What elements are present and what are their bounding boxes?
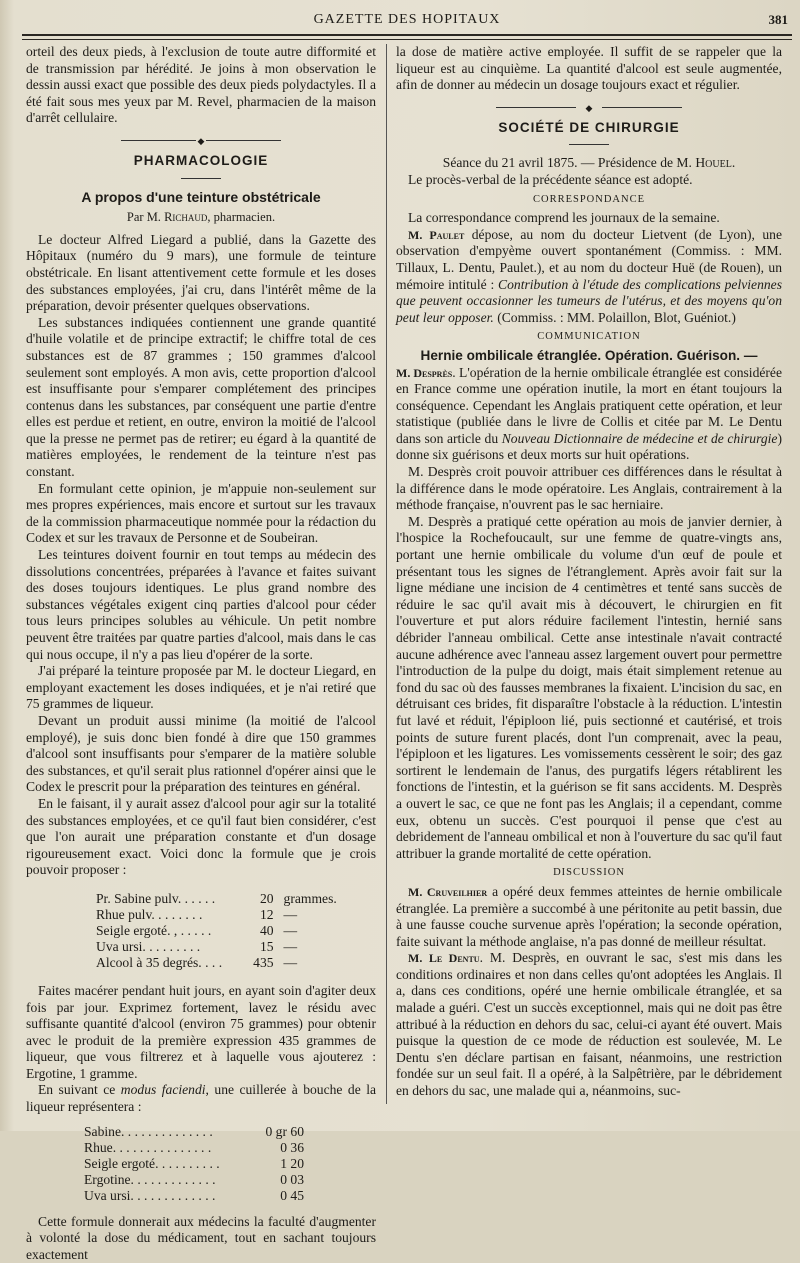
subhead-correspondance: CORRESPONDANCE (532, 193, 646, 205)
seance-line: Séance du 21 avril 1875. — Présidence de M. Houel. (442, 155, 736, 171)
dose-row: Seigle ergoté. . . . . . . . . . 1 20 (84, 1155, 304, 1171)
paragraph: Devant un produit aussi minime (la moitié de l'alcool employé), je suis donc bien fondé à dire que 150 grammes d'alcool sont insuffisants pour s'emparer de la matière soluble des substances, et qu'il serait plus rationnel d'opérer ainsi que le Codex le prescrit pour la préparation des teintures en général. (26, 712, 376, 795)
paragraph: En le faisant, il y aurait assez d'alcool pour agir sur la totalité des substances employées, et ce qu'il faut bien considérer, c'est que l'on aurait une préparation constante et d'un dosage rigoureusement exact. Voici donc la formule que je crois pouvoir proposer : (26, 795, 376, 878)
paragraph: M. Desprès croit pouvoir attribuer ces différences dans le résultat à la différence dans le mode opératoire. Les Anglais, contrairement à la méthode française, n'ouvrent pas le sac herniaire. (396, 464, 782, 513)
subhead-discussion: DISCUSSION (553, 867, 625, 879)
subhead-communication: COMMUNICATION (537, 331, 641, 343)
column-separator (386, 44, 387, 1104)
short-rule (569, 144, 609, 145)
paragraph: M. Desprès. L'opération de la hernie ombilicale étranglée est considérée en France comme une opération inutile, la mort en étant toujours la conséquence. Cependant les Anglais pratiquent cette opération, et leur statistique (publiée dans le livre de Collis et citée par M. Le Dentu dans son article du Nouveau Dictionnaire de médecine et de chirurgie) donne six guérisons et deux morts sur huit opérations. (396, 364, 783, 463)
header-rule (22, 34, 792, 36)
dose-row: Rhue. . . . . . . . . . . . . . . 0 36 (84, 1139, 304, 1155)
ornament-divider: ◆ (26, 133, 376, 147)
communication-title: Hernie ombilicale étranglée. Opération. Guérison. — (420, 347, 758, 363)
paragraph: la dose de matière active employée. Il suffit de se rappeler que la liqueur est au cinquième. La quantité d'alcool est seule augmentée, afin de donner au médecin un dosage toujours exact et régulier. (396, 44, 782, 93)
page-header (22, 8, 792, 34)
intro-paragraph: orteil des deux pieds, à l'exclusion de toute autre difformité et de transmission par hérédité. Je joins à mon observation le dessin aussi exact que possible des deux pieds polydactyles. Il a été fait sous mes yeux par M. Revel, pharmacien de la maison d'arrêt cellulaire. (26, 44, 376, 126)
left-column (26, 44, 376, 1263)
section-title-pharmacologie: PHARMACOLOGIE (133, 152, 269, 168)
ornament-divider: ◆ (396, 100, 782, 114)
paragraph: Faites macérer pendant huit jours, en ayant soin d'agiter deux fois par jour. Exprimez fortement, lavez le résidu avec suffisante quantité d'alcool (environ 75 grammes) pour obtenir avec le produit de la première expression 435 grammes de liqueur, que vous filtrerez et à laquelle vous ajouterez : Ergotine, 1 gramme. (26, 982, 376, 1081)
formula-row: Rhue pulv. . . . . . . . 12 — (96, 906, 298, 922)
paragraph: Les teintures doivent fournir en tout temps au médecin des dissolutions concentrées, préparées à l'avance et faites suivant des doses toujours identiques. Le plus grand nombre des substances végétales exigent cinq parties d'alcool pour céder tous leurs principes solubles au véhicule. Un petit nombre peuvent être traitées par quatre parties d'alcool, mais dans le cas qui nous occupe, il n'y a pas lieu d'opérer de la sorte. (26, 547, 376, 662)
paragraph: Cette formule donnerait aux médecins la faculté d'augmenter à volonté la dose du médicament, tout en sachant toujours exactement (26, 1213, 376, 1262)
paragraph: J'ai préparé la teinture proposée par M. le docteur Liegard, en employant exactement les doses indiquées, et je n'ai retiré que 75 grammes de liqueur. (26, 663, 376, 712)
formula-row: Alcool à 35 degrés. . . . 435 — (96, 954, 298, 970)
journal-title: GAZETTE DES HOPITAUX (313, 12, 501, 27)
paragraph: Le procès-verbal de la précédente séance est adopté. (408, 171, 693, 187)
formula-row: Pr. Sabine pulv. . . . . . 20 grammes. (96, 890, 337, 906)
paragraph: M. Cruveilhier a opéré deux femmes atteintes de hernie ombilicale étranglée. La première a succombé à une péritonite au petit bassin, due à une fausse couche survenue après l'opération; la seconde opération, faite suivant la méthode anglaise, n'a pas donné de meilleur résultat. (396, 883, 782, 949)
paragraph: Le docteur Alfred Liegard a publié, dans la Gazette des Hôpitaux (numéro du 9 mars), une formule de teinture obstétricale. En lisant attentivement cette formule et les doses des substances employées, j'ai cru, dans l'intérêt même de la préparation, devoir présenter quelques observations. (26, 231, 376, 314)
section-title-societe: SOCIÉTÉ DE CHIRURGIE (498, 119, 680, 135)
paragraph: M. Le Dentu. M. Desprès, en ouvrant le sac, s'est mis dans les conditions ordinaires et non dans celles qu'ont adoptées les Anglais. Il a, dans ces conditions, opéré une hernie ombilicale étranglée, et sa malade a guéri. C'est un succès exceptionnel, mais qui ne doit pas être attribué à la réduction en dehors du sac, celui-ci ayant été ouvert. Mais puisque la question de ce mode de réduction est soulevée, M. Le Dentu s'en déclare partisan en faisant, néanmoins, une restriction fondée sur un seul fait. Il a opéré, à la Salpêtrière, par le débridement en dehors du sac, une malade qui a, néanmoins, suc- (396, 950, 782, 1099)
paragraph: Les substances indiquées contiennent une grande quantité d'huile volatile et de principe extractif; le chiffre total de ces substances est de 87 grammes ; 150 grammes d'alcool seulement sont employés. A mon avis, cette proportion d'alcool est insuffisante pour s'emparer complétement des principes contenus dans les substances, par conséquent une partie d'entre elles est perdue et retient, en outre, environ la moitié de l'alcool que la presse ne permet pas de retirer; eu égard à la quantité de matières employées, le rendement de la teinture n'est pas constant. (26, 314, 376, 480)
formula-row: Uva ursi. . . . . . . . . 15 — (96, 938, 298, 954)
dose-row: Uva ursi. . . . . . . . . . . . . 0 45 (84, 1187, 304, 1203)
article-byline: Par M. Richaud, pharmacien. (126, 210, 276, 225)
short-rule (181, 178, 221, 179)
dose-row: Sabine. . . . . . . . . . . . . . 0 gr 60 (84, 1123, 304, 1139)
article-title: A propos d'une teinture obstétricale (81, 188, 321, 205)
paragraph: En formulant cette opinion, je m'appuie non-seulement sur mes propres expériences, mais encore et surtout sur les travaux de la commission pharmaceutique nommée pour la rédaction du Codex et sur les travaux de Personne et de Soubeiran. (26, 480, 376, 546)
paragraph: La correspondance comprend les journaux de la semaine. (408, 210, 720, 226)
paragraph: En suivant ce modus faciendi, une cuillerée à bouche de la liqueur représentera : (26, 1082, 376, 1115)
header-rule-thin (22, 39, 792, 40)
formula-row: Seigle ergoté. , . . . . . 40 — (96, 922, 298, 938)
dose-row: Ergotine. . . . . . . . . . . . . 0 03 (84, 1171, 304, 1187)
paragraph: M. Paulet dépose, au nom du docteur Lietvent (de Lyon), une observation d'empyème ouvert spontanément (Commiss. : MM. Tillaux, L. Dentu, Paulet.), et au nom du docteur Huë (de Rouen), un mémoire intitulé : Contribution à l'étude des complications pelviennes que peuvent occasionner les tumeurs de l'utérus, et des moyens qu'on peut leur opposer. (Commiss. : MM. Polaillon, Blot, Guéniot.) (396, 226, 783, 325)
formula-table (96, 891, 376, 971)
page-number: 381 (768, 12, 788, 27)
dose-table (84, 1124, 376, 1204)
right-column (396, 44, 782, 1100)
paragraph: M. Desprès a pratiqué cette opération au mois de janvier dernier, à l'hospice la Rochefoucault, sur une femme de quatre-vingts ans, portant une hernie ombilicale du volume d'un œuf de poule et présentant tous les signes de l'étranglement. Après avoir fait sur la ligne médiane une incision de 4 centimètres et tenté sans succès de réduire le sac qu'il avait mis à découvert, le chirurgien en fit l'ouverture et put alors réduire facilement l'intestin, hernié sans débrider l'anneau ombilical. Cette anse intestinale n'avait contracté aucune adhérence avec l'anneau assez largement ouvert pour permettre l'introduction de la pulpe du doigt, mais était simplement retenue au fond du sac où des fausses membranes la fixaient. L'incision du sac, en détruisant ces brides, fit disparaître l'obstacle à la réduction. L'intestin fut lavé et réduit, l'épiploon lié, puis sectionné et cautérisé, et trois points de suture furent placés, dont l'un comprenait, avec la peau, l'épiploon et les ligatures. Les vomissements cessèrent le soir; des gaz sortirent le lendemain de l'anus, des purgatifs légers rétablirent les fonctions de l'intestin, et la guérison se fit sans accidents. M. Desprès a ouvert le sac, ce que ne font pas les Anglais; il a cependant, comme eux, obtenu un succès. C'est pourquoi il pense que c'est au debridement de l'anneau ombilical et non à l'ouverture du sac qu'il faut attribuer la grande mortalité de cette opération. (396, 513, 782, 861)
